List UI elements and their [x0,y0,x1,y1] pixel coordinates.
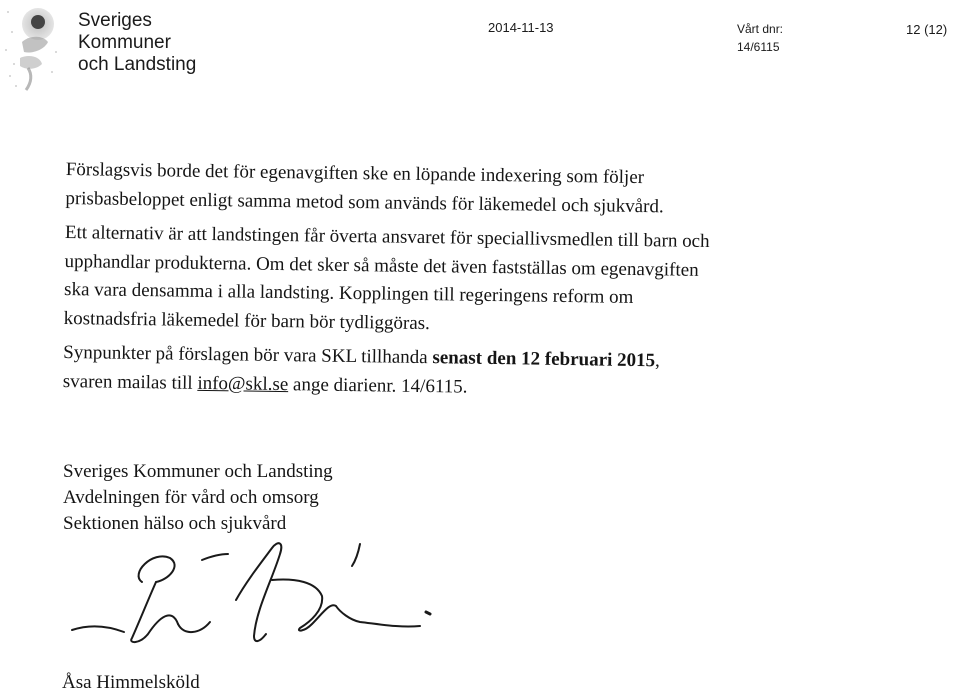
mail-intro: svaren mailas till [62,370,198,394]
document-date: 2014-11-13 [488,20,554,35]
text-line: prisbasbeloppet enligt samma metod som används för läkemedel och sjukvård. [65,187,664,217]
deadline-punct: , [654,350,661,372]
body-text [63,156,896,408]
org-name-line: Kommuner [78,32,171,53]
reference-number: 14/6115 [737,40,780,54]
deadline-date: senast den 12 februari 2015 [432,347,656,372]
org-name-line: och Landsting [78,54,197,75]
mail-ref: ange diarienr. 14/6115. [288,373,468,398]
text-line: ska vara densamma i alla landsting. Kopplingen till regeringens reform om [63,278,634,308]
skl-dove-icon [2,2,64,94]
reference-label: Vårt dnr: [737,22,784,36]
email-link[interactable]: info@skl.se [197,372,289,395]
paragraph-deadline [63,339,894,408]
signature-department: Avdelningen för vård och omsorg [63,487,319,508]
paragraph-alternative [64,219,896,345]
signature-section: Sektionen hälso och sjukvård [63,513,287,534]
deadline-intro: Synpunkter på förslagen bör vara SKL tillhanda [63,341,433,369]
text-line: kostnadsfria läkemedel för barn bör tydliggöras. [63,307,431,334]
page-number: 12 (12) [906,22,948,37]
paragraph-indexing [65,156,896,225]
signer-name: Åsa Himmelsköld [62,672,200,693]
text-line: upphandlar produkterna. Om det sker så måste det även fastställas om egenavgiften [64,250,699,281]
org-name-line: Sveriges [78,10,152,31]
text-line: Förslagsvis borde det för egenavgiften ske en löpande indexering som följer [65,158,645,189]
signature-org: Sveriges Kommuner och Landsting [63,461,333,482]
text-line: Ett alternativ är att landstingen får överta ansvaret för speciallivsmedlen till barn och [64,221,710,252]
handwritten-signature [60,520,460,670]
org-name [78,10,196,76]
